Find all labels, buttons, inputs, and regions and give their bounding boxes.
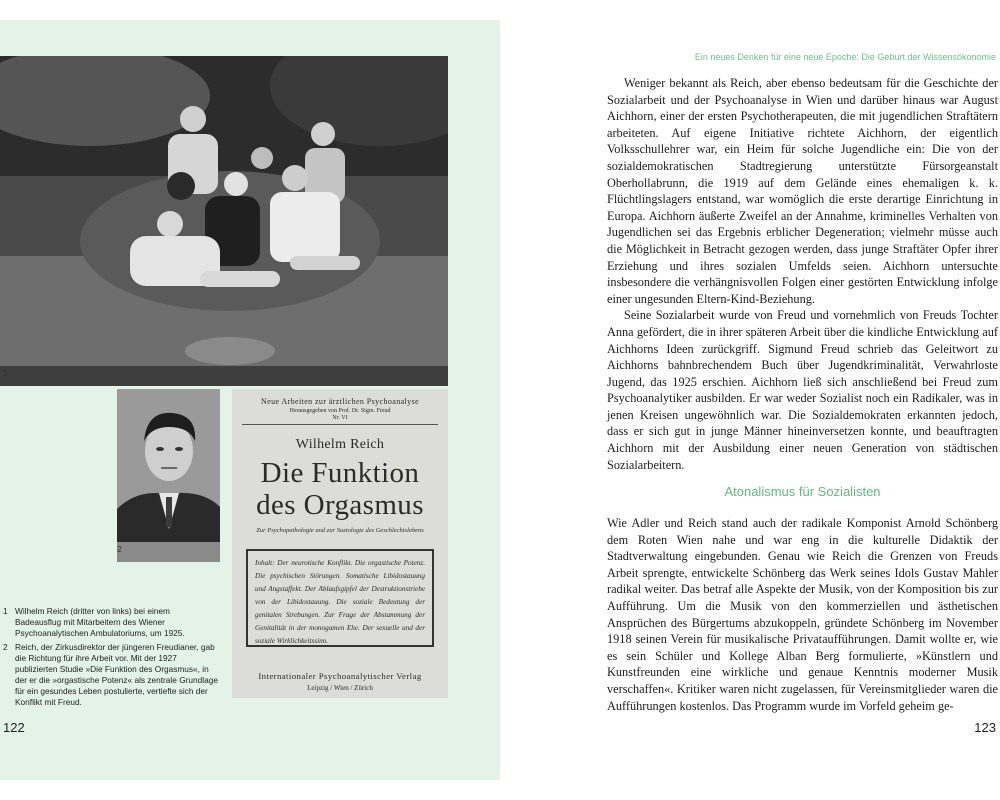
body-text-top [607,75,998,473]
reich-portrait [117,389,220,562]
caption-1-text: Wilhelm Reich (dritter von links) bei einem Badeausflug mit Mitarbeitern des Wiener Psychoanalytischen Ambulatoriums, um 1925. [15,606,185,638]
figure-1-number: 1 [3,368,8,378]
paragraph-1: Weniger bekannt als Reich, aber ebenso bedeutsam für die Geschichte der Sozialarbeit und der Psychoanalyse in Wien und darüber hinaus war August Aichhorn, einer der ersten Psychotherapeuten, die mit jugendlichen Straftätern arbeiteten. Auf eigene Initiative richtete Aichhorn, der eigentlich Volksschullehrer war, ein Heim für solche Jugendliche ein: Die von der sozialdemokratischen Stadtregierung unterstützte Fürsorgeanstalt Oberhollabrunn, die 1919 auf dem Gelände eines ehemaligen k. k. Flüchtlingslagers entstand, war womöglich die erste derartige Einrichtung in Europa. Aichhorn äußerte Zweifel an der Annahme, kriminelles Verhalten von Jugendlichen sei das Ergebnis erblicher Degeneration; vielmehr müsse auch die Möglichkeit in Betracht gezogen werden, dass junge Straftäter Opfer ihrer Erziehung und ihres sozialen Umfelds seien. Aichhorn untersuchte insbesondere die verhängnisvollen Folgen einer gestörten Entwicklung infolge einer ungesunden Eltern-Kind-Beziehung. [607,76,998,306]
book-editor: Herausgegeben von Prof. Dr. Sigm. Freud [289,408,391,414]
paragraph-2: Seine Sozialarbeit wurde von Freud und vornehmlich von Freuds Tochter Anna gefördert, die in ihrer späteren Arbeit über die kindliche Entwicklung auf Aichhorns Ideen zurückgriff. Sigmund Freud schrieb das Geleitwort zu Aichhorns bahnbrechendem Buch über Jugendkriminalität, Verwahrloste Jugend, das 1925 erschien. Aichhorn ließ sich anschließend bei Freud zum Psychoanalytiker ausbilden. Er war weder Sozialist noch ein Radikaler, was in jenen Kreisen ungewöhnlich war. Die Sozialdemokraten erkannten jedoch, dass er sich gut in junge Männer hineinversetzen konnte, und beauftragten Aichhorn mit der Ausbildung einer neuen Generation von städtischen Sozialarbeitern. [607,308,998,472]
book-place: Leipzig / Wien / Zürich [307,684,373,692]
caption-1 [3,606,218,639]
caption-2 [3,642,218,708]
caption-2-text: Reich, der Zirkusdirektor der jüngeren Freudianer, gab die Richtung für ihre Arbeit vor. Mit der 1927 publizierten Studie »Die Funktion des Orgasmus«, in der er die »orgastische Potenz« als zentrale Grundlage für ein gesundes Leben postulierte, vertiefte sich der Konflikt mit Freud. [15,642,218,707]
book-contents-box: Inhalt: Der neurotische Konflikt. Die orgastische Potenz. Die psychischen Störungen. Somatische Libidostauung und Angstaffekt. Der Ablaufsgipfel der Destruktionstriebe von der Libidostauung. Die soziale Bedeutung der genitalen Strebungen. Zur Frage der Abstammung der Genitalität in der monogamen Ehe. Der sexuelle und der soziale Wirklichkeitssinn. [246,549,434,647]
book-author: Wilhelm Reich [295,437,385,452]
book-number: Nr. VI [332,415,348,421]
section-paragraph: Wie Adler und Reich stand auch der radikale Komponist Arnold Schönberg dem Roten Wien nahe und war eng in die kulturelle Didaktik der Stadtverwaltung eingebunden. Genau wie Reich die Grenzen von Freuds Arbeit sprengte, entwickelte Schönberg das Werk seines Idols Gustav Mahler radikal weiter. Das betraf alle Aspekte der Musik, von der Komposition bis zur Aufführung. Um die Musik von den kommerziellen und ästhetischen Ansprüchen des Bürgertums abzukoppeln, gründete Schönberg im November 1918 seinen Verein für musikalische Privataufführungen. Damit wollte er, wie es sein Schüler und Kollege Alban Berg formulierte, »Künstlern und Kunstfreunden eine wirkliche und genaue Kenntnis moderner Musik verschaffen«. Kritiker waren nicht zugelassen, für Vereinsmitglieder waren die Aufführungen kostenlos. Das Programm wurde im Vorfeld geheim ge- [607,516,998,713]
figure-2-number: 2 [117,544,122,554]
caption-1-number: 1 [3,606,8,616]
book-title-line1: Die Funktion [260,457,420,489]
page-number-right: 123 [974,720,996,735]
book-publisher: Internationaler Psychoanalytischer Verlag [258,671,422,681]
figure-captions [3,606,218,711]
book-series: Neue Arbeiten zur ärztlichen Psychoanalyse [260,397,420,406]
book-rule [242,424,438,425]
book-cover [232,389,448,698]
running-head: Ein neues Denken für eine neue Epoche: Die Geburt der Wissensökonomie [694,52,996,62]
page-number-left: 122 [3,720,25,735]
body-text-section [607,515,998,714]
group-photo [0,56,448,386]
caption-2-number: 2 [3,642,8,652]
section-heading: Atonalismus für Sozialisten [724,484,881,499]
book-subtitle: Zur Psychopathologie und zur Soziologie des Geschlechtslebens [256,527,424,534]
book-title-line2: des Orgasmus [256,489,424,521]
